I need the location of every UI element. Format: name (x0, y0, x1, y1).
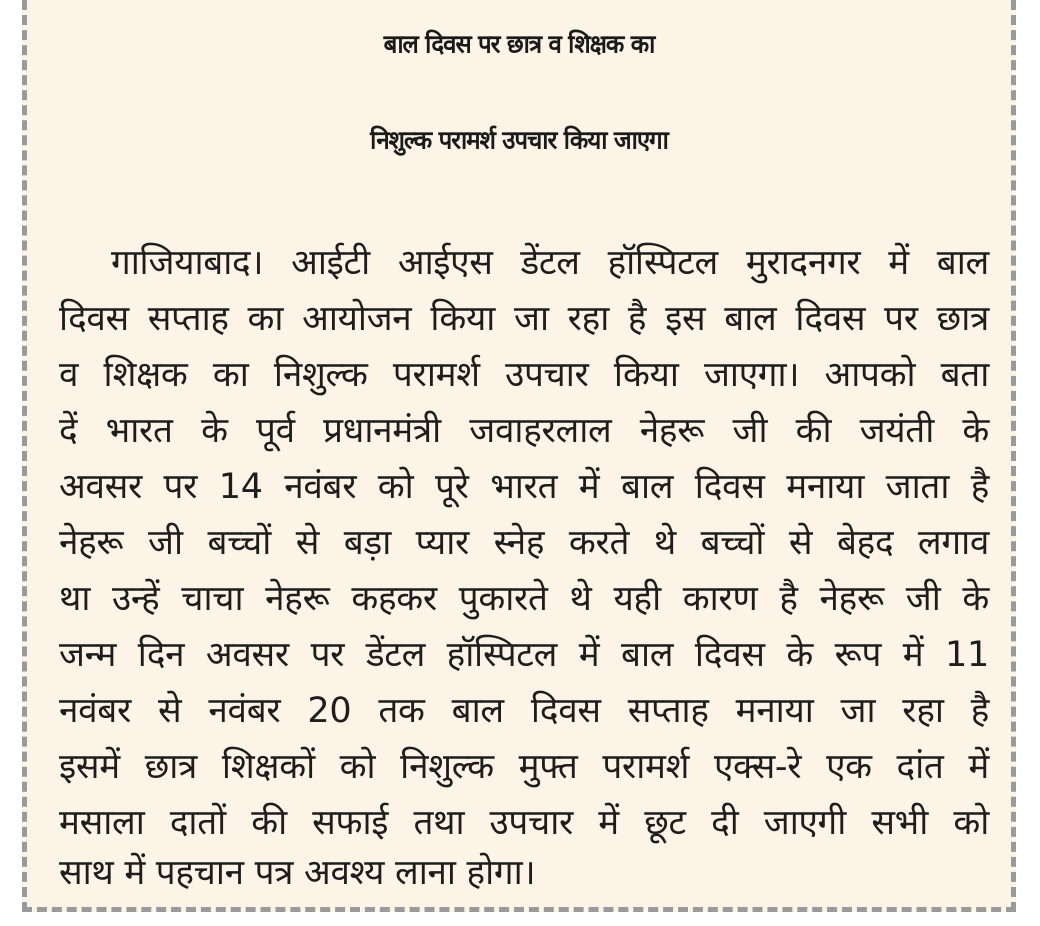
body-line-10: इसमें छात्र शिक्षकों को निशुल्क मुफ्त परामर्श एक्स-रे एक दांत में (59, 747, 989, 787)
body-line-3: व शिक्षक का निशुल्क परामर्श उपचार किया जाएगा। आपको बता (59, 355, 989, 395)
body-line-4: दें भारत के पूर्व प्रधानमंत्री जवाहरलाल नेहरू जी की जयंती के (59, 411, 989, 451)
headline-line-2: निशुल्क परामर्श उपचार किया जाएगा (370, 125, 668, 155)
body-line-2: दिवस सप्ताह का आयोजन किया जा रहा है इस बाल दिवस पर छात्र (59, 299, 989, 339)
body-line-8: जन्म दिन अवसर पर डेंटल हॉस्पिटल में बाल दिवस के रूप में 11 (59, 635, 989, 675)
body-line-12: साथ में पहचान पत्र अवश्य लाना होगा। (59, 853, 536, 893)
headline-line-1: बाल दिवस पर छात्र व शिक्षक का (383, 29, 655, 59)
body-line-5: अवसर पर 14 नवंबर को पूरे भारत में बाल दिवस मनाया जाता है (59, 467, 989, 507)
news-clipping (22, 0, 1016, 912)
body-line-7: था उन्हें चाचा नेहरू कहकर पुकारते थे यही कारण है नेहरू जी के (59, 579, 989, 619)
body-line-11: मसाला दातों की सफाई तथा उपचार में छूट दी जाएगी सभी को (59, 803, 989, 843)
body-line-9: नवंबर से नवंबर 20 तक बाल दिवस सप्ताह मनाया जा रहा है (59, 691, 989, 731)
body-line-1: गाजियाबाद। आईटी आईएस डेंटल हॉस्पिटल मुरादनगर में बाल (111, 243, 989, 283)
body-line-6: नेहरू जी बच्चों से बड़ा प्यार स्नेह करते थे बच्चों से बेहद लगाव (59, 523, 989, 563)
